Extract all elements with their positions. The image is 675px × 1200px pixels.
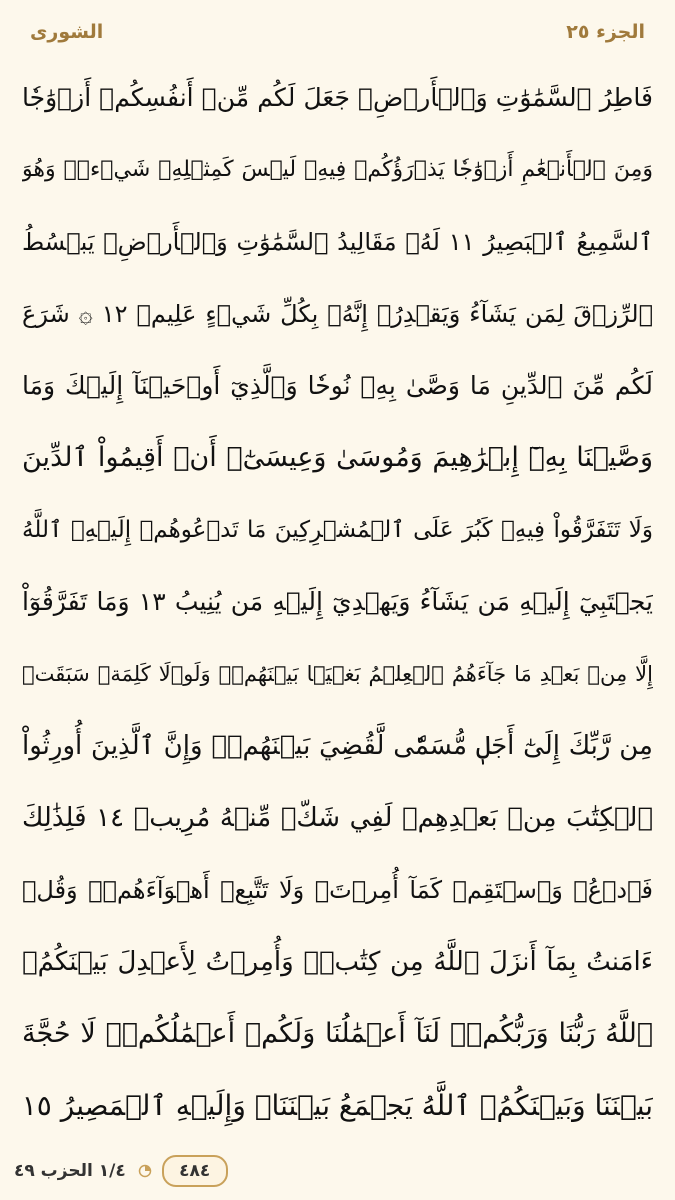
- text-line: وَمِنَ ٱلۡأَنۡعَٰمِ أَزۡوَٰجٗا يَذۡرَؤُكُمۡ فِيهِۚ لَيۡسَ كَمِثۡلِهِۦ شَيۡءٞۖ وَهُوَ: [22, 157, 653, 182]
- hizb-marker-icon: [138, 1164, 152, 1178]
- text-line: ءَامَنتُ بِمَآ أَنزَلَ ٱللَّهُ مِن كِتَٰبٖۖ وَأُمِرۡتُ لِأَعۡدِلَ بَيۡنَكُمُۖ: [22, 947, 653, 977]
- text-line: وَلَا تَتَفَرَّقُواْ فِيهِۚ كَبُرَ عَلَى ٱلۡمُشۡرِكِينَ مَا تَدۡعُوهُمۡ إِلَيۡهِۚ ٱللَّهُ: [22, 517, 653, 543]
- page-number: ٤٨٤: [179, 1161, 211, 1181]
- quran-text: [22, 62, 653, 1142]
- text-line: ٱللَّهُ رَبُّنَا وَرَبُّكُمۡۖ لَنَآ أَعۡمَٰلُنَا وَلَكُمۡ أَعۡمَٰلُكُمۡۖ لَا حُجَّةَ: [22, 1018, 653, 1049]
- hizb-label: ١/٤ الحزب ٤٩: [14, 1161, 126, 1181]
- text-line: وَصَّيۡنَا بِهِۦٓ إِبۡرَٰهِيمَ وَمُوسَىٰ وَعِيسَىٰٓۖ أَنۡ أَقِيمُواْ ٱلدِّينَ: [22, 442, 653, 473]
- text-line: ٱلرِّزۡقَ لِمَن يَشَآءُ وَيَقۡدِرُۚ إِنَّهُۥ بِكُلِّ شَيۡءٍ عَلِيمٞ ١٢ ۞ شَرَعَ: [22, 300, 653, 328]
- surah-name: الشورى: [30, 21, 104, 43]
- text-line: فَاطِرُ ٱلسَّمَٰوَٰتِ وَٱلۡأَرۡضِۚ جَعَلَ لَكُم مِّنۡ أَنفُسِكُمۡ أَزۡوَٰجٗا: [22, 83, 653, 112]
- page-number-badge: [162, 1155, 228, 1187]
- page-footer: [14, 1156, 228, 1186]
- text-line: يَجۡتَبِيٓ إِلَيۡهِ مَن يَشَآءُ وَيَهۡدِيٓ إِلَيۡهِ مَن يُنِيبُ ١٣ وَمَا تَفَرَّقُوٓاْ: [22, 587, 653, 616]
- text-line: بَيۡنَنَا وَبَيۡنَكُمُۖ ٱللَّهُ يَجۡمَعُ بَيۡنَنَاۖ وَإِلَيۡهِ ٱلۡمَصِيرُ ١٥: [22, 1089, 653, 1122]
- text-line: فَٱدۡعُۖ وَٱسۡتَقِمۡ كَمَآ أُمِرۡتَۖ وَلَا تَتَّبِعۡ أَهۡوَآءَهُمۡۖ وَقُلۡ: [22, 876, 653, 904]
- text-line: ٱلۡكِتَٰبَ مِنۢ بَعۡدِهِمۡ لَفِي شَكّٖ مِّنۡهُ مُرِيبٖ ١٤ فَلِذَٰلِكَ: [22, 803, 653, 833]
- text-line: لَكُم مِّنَ ٱلدِّينِ مَا وَصَّىٰ بِهِۦ نُوحٗا وَٱلَّذِيٓ أَوۡحَيۡنَآ إِلَيۡكَ وَمَا: [22, 371, 653, 400]
- text-line: ٱلسَّمِيعُ ٱلۡبَصِيرُ ١١ لَهُۥ مَقَالِيدُ ٱلسَّمَٰوَٰتِ وَٱلۡأَرۡضِۖ يَبۡسُطُ: [22, 228, 653, 256]
- text-line: إِلَّا مِنۢ بَعۡدِ مَا جَآءَهُمُ ٱلۡعِلۡمُ بَغۡيَۢا بَيۡنَهُمۡۚ وَلَوۡلَا كَلِمَةٞ سَبَقَتۡ: [22, 662, 653, 686]
- page-header: [30, 14, 645, 50]
- juz-label: الجزء ٢٥: [566, 21, 645, 43]
- text-line: مِن رَّبِّكَ إِلَىٰٓ أَجَلٖ مُّسَمّٗى لَّقُضِيَ بَيۡنَهُمۡۚ وَإِنَّ ٱلَّذِينَ أُورِثُواْ: [22, 731, 653, 761]
- hizb-indicator: [14, 1161, 152, 1181]
